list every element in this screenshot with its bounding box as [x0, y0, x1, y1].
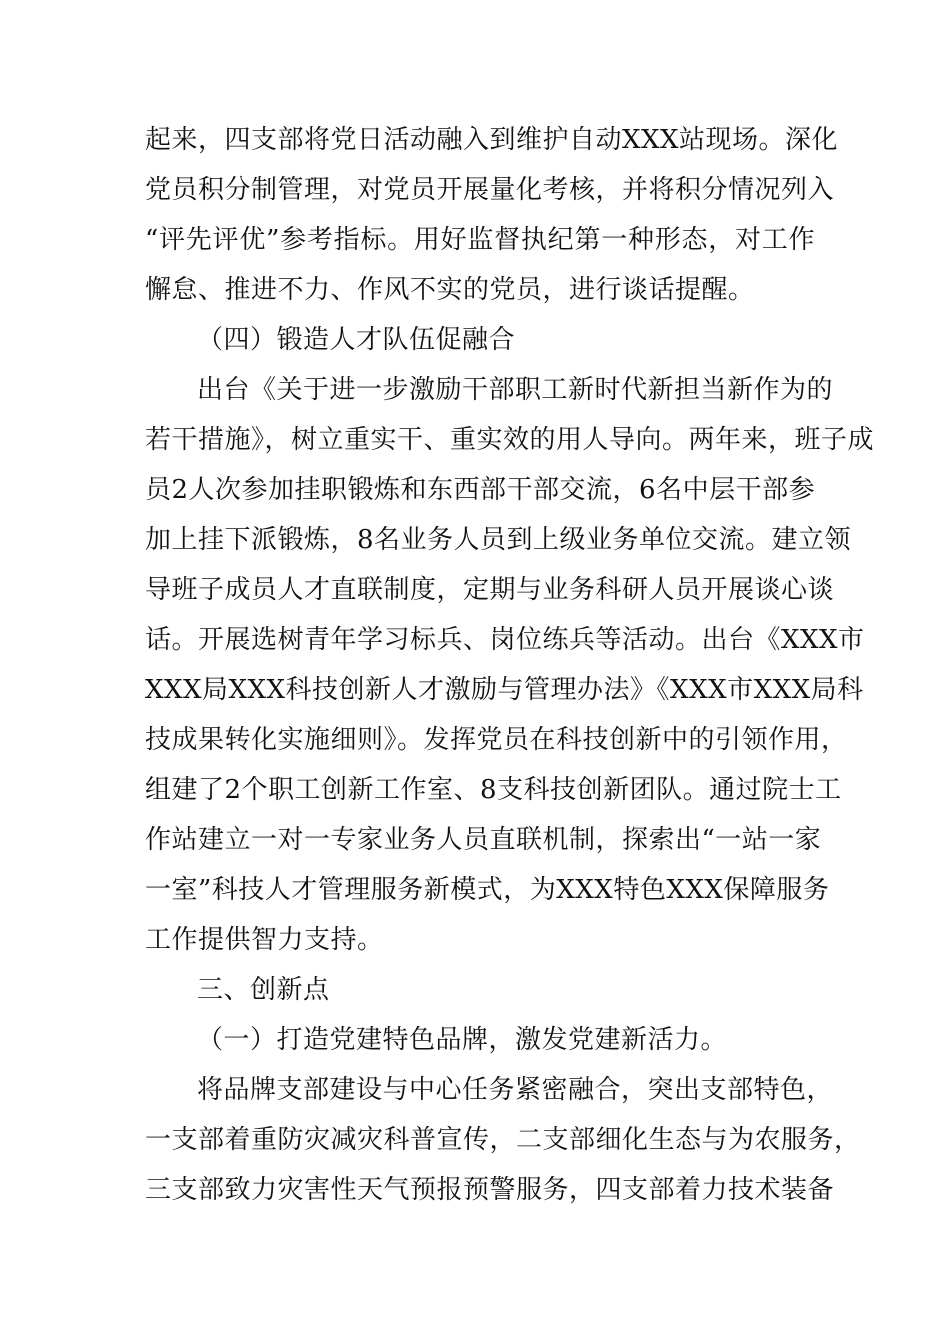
- paragraph-line-13: 技成果转化实施细则》。发挥党员在科技创新中的引领作用，: [145, 725, 848, 755]
- paragraph-line-1: 起来，四支部将党日活动融入到维护自动XXX站现场。深化: [145, 125, 839, 155]
- paragraph-line-6: 出台《关于进一步激励干部职工新时代新担当新作为的: [197, 375, 834, 405]
- paragraph-line-9: 加上挂下派锻炼，8名业务人员到上级业务单位交流。建立领: [145, 525, 852, 555]
- paragraph-line-8: 员2人次参加挂职锻炼和东西部干部交流，6名中层干部参: [145, 475, 816, 505]
- paragraph-line-21: 一支部着重防灾减灾科普宣传，二支部细化生态与为农服务，: [145, 1125, 861, 1155]
- paragraph-line-16: 一室”科技人才管理服务新模式，为XXX特色XXX保障服务: [145, 875, 830, 905]
- paragraph-line-2: 党员积分制管理，对党员开展量化考核，并将积分情况列入: [145, 175, 835, 205]
- paragraph-line-4: 懈怠、推进不力、作风不实的党员，进行谈话提醒。: [145, 275, 755, 305]
- subsection-heading-one: （一）打造党建特色品牌，激发党建新活力。: [197, 1025, 728, 1055]
- paragraph-line-15: 作站建立一对一专家业务人员直联机制，探索出“一站一家: [145, 825, 822, 855]
- paragraph-line-3: “评先评优”参考指标。用好监督执纪第一种形态，对工作: [145, 225, 815, 255]
- paragraph-line-20: 将品牌支部建设与中心任务紧密融合，突出支部特色，: [197, 1075, 834, 1105]
- paragraph-line-22: 三支部致力灾害性天气预报预警服务，四支部着力技术装备: [145, 1175, 835, 1205]
- paragraph-line-11: 话。开展选树青年学习标兵、岗位练兵等活动。出台《XXX市: [145, 625, 865, 655]
- paragraph-line-14: 组建了2个职工创新工作室、8支科技创新团队。通过院士工: [145, 775, 842, 805]
- section-heading-four: （四）锻造人才队伍促融合: [197, 325, 516, 355]
- paragraph-line-7: 若干措施》，树立重实干、重实效的用人导向。两年来，班子成: [145, 425, 875, 455]
- section-heading-innovation: 三、创新点: [197, 975, 330, 1005]
- paragraph-line-10: 导班子成员人才直联制度，定期与业务科研人员开展谈心谈: [145, 575, 835, 605]
- paragraph-line-12: XXX局XXX科技创新人才激励与管理办法》《XXX市XXX局科: [145, 675, 864, 705]
- paragraph-line-17: 工作提供智力支持。: [145, 925, 384, 955]
